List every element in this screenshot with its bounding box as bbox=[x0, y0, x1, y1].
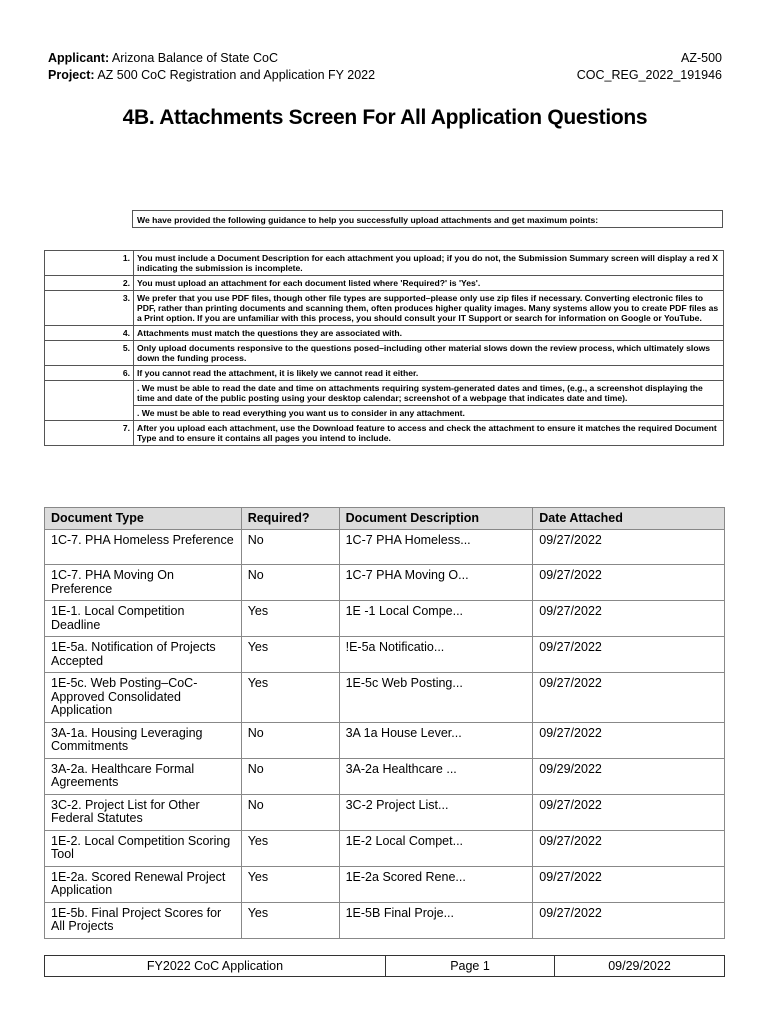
instruction-row bbox=[45, 251, 724, 276]
document-type-cell: 1E-2a. Scored Renewal Project Application bbox=[45, 866, 242, 902]
instruction-text: After you upload each attachment, use the Download feature to access and check the attachment to ensure it matches the required Document Type and to ensure it contains all pages you intend to include. bbox=[134, 421, 724, 446]
date-attached-cell: 09/27/2022 bbox=[533, 601, 725, 637]
document-description-cell: 1E-5c Web Posting... bbox=[339, 673, 533, 723]
document-type-cell: 1E-1. Local Competition Deadline bbox=[45, 601, 242, 637]
page-title: 4B. Attachments Screen For All Application Questions bbox=[122, 106, 648, 129]
document-type-cell: 3C-2. Project List for Other Federal Statutes bbox=[45, 794, 242, 830]
instruction-row bbox=[45, 276, 724, 291]
project-name: AZ 500 CoC Registration and Application FY 2022 bbox=[97, 68, 376, 82]
col-document-type: Document Type bbox=[45, 508, 242, 530]
date-attached-cell: 09/27/2022 bbox=[533, 637, 725, 673]
table-row bbox=[45, 673, 725, 723]
instruction-text: You must include a Document Description for each attachment you upload; if you do not, the Submission Summary screen will display a red X indicating the submission is incomplete. bbox=[134, 251, 724, 276]
instruction-number bbox=[45, 406, 134, 421]
required-cell: Yes bbox=[241, 601, 339, 637]
table-row bbox=[45, 722, 725, 758]
page-footer bbox=[44, 955, 725, 977]
required-cell: Yes bbox=[241, 673, 339, 723]
required-cell: No bbox=[241, 758, 339, 794]
document-description-cell: 1C-7 PHA Homeless... bbox=[339, 530, 533, 565]
instruction-row bbox=[45, 421, 724, 446]
required-cell: No bbox=[241, 530, 339, 565]
required-cell: No bbox=[241, 722, 339, 758]
instruction-number bbox=[45, 381, 134, 406]
table-row bbox=[45, 637, 725, 673]
guidance-box: We have provided the following guidance to help you successfully upload attachments and get maximum points: bbox=[132, 210, 723, 228]
instruction-row bbox=[45, 381, 724, 406]
instruction-text: . We must be able to read the date and time on attachments requiring system-generated dates and times, (e.g., a screenshot displaying the time and date of the public posting using your desktop calendar; screenshot of a webpage that indicates date and time). bbox=[134, 381, 724, 406]
document-description-cell: 3A-2a Healthcare ... bbox=[339, 758, 533, 794]
page-header bbox=[48, 50, 722, 84]
instruction-row bbox=[45, 291, 724, 326]
instruction-row bbox=[45, 366, 724, 381]
document-type-cell: 1E-5c. Web Posting–CoC-Approved Consolidated Application bbox=[45, 673, 242, 723]
instruction-text: We prefer that you use PDF files, though other file types are supported–please only use zip files if necessary. Converting electronic files to PDF, rather than printing documents and scanning them, often produces higher quality images. Many systems allow you to create PDF files as a Print option. If you are unfamiliar with this process, you should consult your IT Support or search for information on Google or YouTube. bbox=[134, 291, 724, 326]
col-date-attached: Date Attached bbox=[533, 508, 725, 530]
table-row bbox=[45, 902, 725, 938]
document-type-cell: 3A-1a. Housing Leveraging Commitments bbox=[45, 722, 242, 758]
instruction-number: 6. bbox=[45, 366, 134, 381]
document-description-cell: 1E -1 Local Compe... bbox=[339, 601, 533, 637]
required-cell: Yes bbox=[241, 866, 339, 902]
date-attached-cell: 09/27/2022 bbox=[533, 530, 725, 565]
required-cell: Yes bbox=[241, 902, 339, 938]
date-attached-cell: 09/27/2022 bbox=[533, 565, 725, 601]
table-row bbox=[45, 758, 725, 794]
table-row bbox=[45, 530, 725, 565]
instruction-number: 1. bbox=[45, 251, 134, 276]
date-attached-cell: 09/27/2022 bbox=[533, 902, 725, 938]
document-description-cell: 1E-2a Scored Rene... bbox=[339, 866, 533, 902]
document-type-cell: 1C-7. PHA Homeless Preference bbox=[45, 530, 242, 565]
instruction-number: 4. bbox=[45, 326, 134, 341]
required-cell: Yes bbox=[241, 830, 339, 866]
table-header-row bbox=[45, 508, 725, 530]
table-row bbox=[45, 794, 725, 830]
instruction-text: . We must be able to read everything you want us to consider in any attachment. bbox=[134, 406, 724, 421]
document-description-cell: 3A 1a House Lever... bbox=[339, 722, 533, 758]
date-attached-cell: 09/27/2022 bbox=[533, 673, 725, 723]
instruction-text: If you cannot read the attachment, it is likely we cannot read it either. bbox=[134, 366, 724, 381]
document-type-cell: 1E-5a. Notification of Projects Accepted bbox=[45, 637, 242, 673]
footer-date: 09/29/2022 bbox=[555, 956, 725, 977]
document-description-cell: 1E-5B Final Proje... bbox=[339, 902, 533, 938]
required-cell: No bbox=[241, 794, 339, 830]
instruction-number: 2. bbox=[45, 276, 134, 291]
date-attached-cell: 09/27/2022 bbox=[533, 866, 725, 902]
date-attached-cell: 09/27/2022 bbox=[533, 722, 725, 758]
date-attached-cell: 09/27/2022 bbox=[533, 830, 725, 866]
applicant-name: Arizona Balance of State CoC bbox=[111, 51, 278, 65]
document-type-cell: 1E-5b. Final Project Scores for All Projects bbox=[45, 902, 242, 938]
instruction-number: 7. bbox=[45, 421, 134, 446]
document-description-cell: 1E-2 Local Compet... bbox=[339, 830, 533, 866]
table-row bbox=[45, 565, 725, 601]
required-cell: No bbox=[241, 565, 339, 601]
instruction-text: You must upload an attachment for each document listed where 'Required?' is 'Yes'. bbox=[134, 276, 724, 291]
document-type-cell: 1C-7. PHA Moving On Preference bbox=[45, 565, 242, 601]
project-code: AZ-500 bbox=[681, 51, 722, 65]
document-type-cell: 3A-2a. Healthcare Formal Agreements bbox=[45, 758, 242, 794]
table-row bbox=[45, 866, 725, 902]
date-attached-cell: 09/29/2022 bbox=[533, 758, 725, 794]
instruction-row bbox=[45, 326, 724, 341]
col-document-description: Document Description bbox=[339, 508, 533, 530]
document-description-cell: !E-5a Notificatio... bbox=[339, 637, 533, 673]
instruction-number: 3. bbox=[45, 291, 134, 326]
document-type-cell: 1E-2. Local Competition Scoring Tool bbox=[45, 830, 242, 866]
document-description-cell: 1C-7 PHA Moving O... bbox=[339, 565, 533, 601]
instructions-table bbox=[44, 250, 724, 446]
table-row bbox=[45, 601, 725, 637]
registration-id: COC_REG_2022_191946 bbox=[576, 68, 722, 82]
instruction-row bbox=[45, 406, 724, 421]
table-row bbox=[45, 830, 725, 866]
document-description-cell: 3C-2 Project List... bbox=[339, 794, 533, 830]
footer-page-number: Page 1 bbox=[386, 956, 555, 977]
col-required: Required? bbox=[241, 508, 339, 530]
instruction-text: Attachments must match the questions they are associated with. bbox=[134, 326, 724, 341]
applicant-line: Applicant: Arizona Balance of State CoC bbox=[48, 51, 278, 65]
required-cell: Yes bbox=[241, 637, 339, 673]
instruction-number: 5. bbox=[45, 341, 134, 366]
attachments-table bbox=[44, 507, 725, 939]
instruction-text: Only upload documents responsive to the questions posed–including other material slows down the review process, which ultimately slows down the funding process. bbox=[134, 341, 724, 366]
instruction-row bbox=[45, 341, 724, 366]
footer-application: FY2022 CoC Application bbox=[45, 956, 386, 977]
date-attached-cell: 09/27/2022 bbox=[533, 794, 725, 830]
project-line: Project: AZ 500 CoC Registration and Application FY 2022 bbox=[48, 68, 376, 82]
